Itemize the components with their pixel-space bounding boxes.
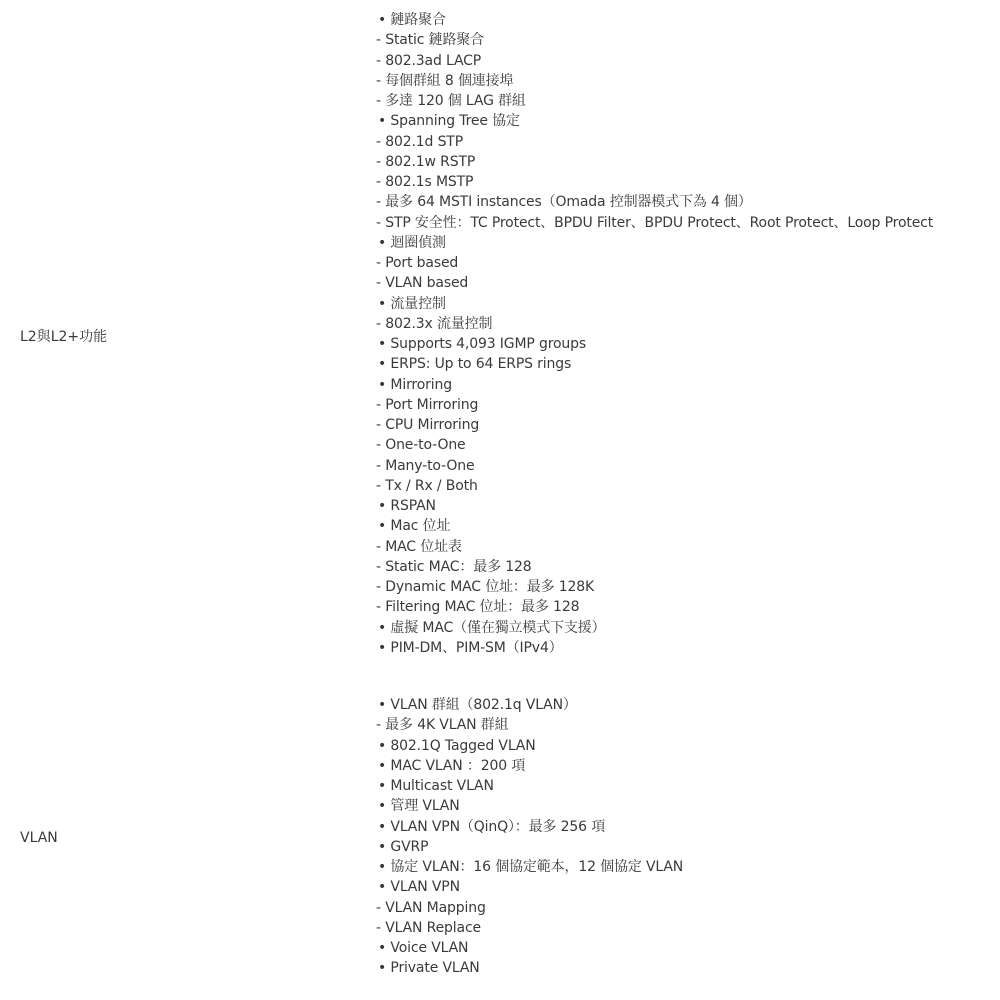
spec-bullet-item: • RSPAN xyxy=(378,498,436,514)
spec-sub-item: - 802.3x 流量控制 xyxy=(376,315,493,332)
spec-bullet-item: • Multicast VLAN xyxy=(378,778,494,794)
spec-sub-item: - Dynamic MAC 位址：最多 128K xyxy=(376,579,595,595)
spec-sub-item: - Port Mirroring xyxy=(376,396,479,413)
spec-value-list xyxy=(376,10,933,658)
spec-label: VLAN xyxy=(20,830,58,846)
spec-bullet-item: • PIM-DM、PIM-SM（IPv4） xyxy=(378,639,563,656)
spec-value-list xyxy=(376,695,683,979)
spec-sub-item: - Many-to-One xyxy=(376,457,475,474)
spec-sub-item: - 每個群組 8 個連接埠 xyxy=(376,72,514,89)
spec-bullet-item: • ERPS: Up to 64 ERPS rings xyxy=(378,356,572,373)
spec-sub-item: - Static MAC：最多 128 xyxy=(376,558,532,575)
spec-bullet-item: • VLAN 群組（802.1q VLAN） xyxy=(378,697,577,713)
spec-bullet-item: • Voice VLAN xyxy=(378,940,469,956)
spec-bullet-item: • Spanning Tree 協定 xyxy=(378,113,520,130)
spec-bullet-item: • 虛擬 MAC（僅在獨立模式下支援） xyxy=(378,619,606,636)
spec-sub-item: - VLAN Mapping xyxy=(376,899,486,916)
spec-bullet-item: • Private VLAN xyxy=(378,960,480,977)
spec-sub-item: - Tx / Rx / Both xyxy=(376,477,478,494)
spec-sub-item: - 802.1s MSTP xyxy=(376,174,474,190)
spec-sub-item: - 多達 120 個 LAG 群組 xyxy=(376,93,526,109)
spec-bullet-item: • Mac 位址 xyxy=(378,518,451,535)
spec-sub-item: - STP 安全性：TC Protect、BPDU Filter、BPDU Protect、Root Protect、Loop Protect xyxy=(376,214,934,231)
spec-bullet-item: • 迴圈偵測 xyxy=(378,234,446,251)
spec-sub-item: - CPU Mirroring xyxy=(376,417,480,433)
spec-sub-item: - 802.1w RSTP xyxy=(376,153,476,170)
spec-sub-item: - Port based xyxy=(376,255,459,271)
spec-sub-item: - VLAN Replace xyxy=(376,919,481,936)
spec-sub-item: - VLAN based xyxy=(376,275,469,292)
spec-sub-item: - 最多 4K VLAN 群組 xyxy=(376,717,509,734)
spec-sub-item: - 802.1d STP xyxy=(376,133,463,150)
spec-label: L2與L2+功能 xyxy=(20,329,108,345)
spec-sub-item: - 最多 64 MSTI instances（Omada 控制器模式下為 4 個） xyxy=(376,194,752,211)
spec-bullet-item: • VLAN VPN（QinQ）：最多 256 項 xyxy=(378,818,606,835)
spec-bullet-item: • 協定 VLAN：16 個協定範本，12 個協定 VLAN xyxy=(378,859,684,875)
spec-bullet-item: • MAC VLAN ：200 項 xyxy=(378,757,526,774)
spec-bullet-item: • Mirroring xyxy=(378,376,452,393)
spec-sub-item: - Static 鏈路聚合 xyxy=(376,32,485,49)
spec-bullet-item: • 管理 VLAN xyxy=(378,798,460,815)
spec-bullet-item: • VLAN VPN xyxy=(378,879,460,896)
spec-bullet-item: • 鏈路聚合 xyxy=(378,12,446,28)
spec-bullet-item: • Supports 4,093 IGMP groups xyxy=(378,336,587,352)
spec-bullet-item: • 802.1Q Tagged VLAN xyxy=(378,737,536,754)
spec-sub-item: - One-to-One xyxy=(376,437,466,454)
spec-bullet-item: • 流量控制 xyxy=(378,295,446,312)
spec-bullet-item: • GVRP xyxy=(378,838,429,855)
spec-sub-item: - Filtering MAC 位址：最多 128 xyxy=(376,599,580,616)
spec-sub-item: - MAC 位址表 xyxy=(376,538,462,555)
spec-sub-item: - 802.3ad LACP xyxy=(376,52,482,69)
